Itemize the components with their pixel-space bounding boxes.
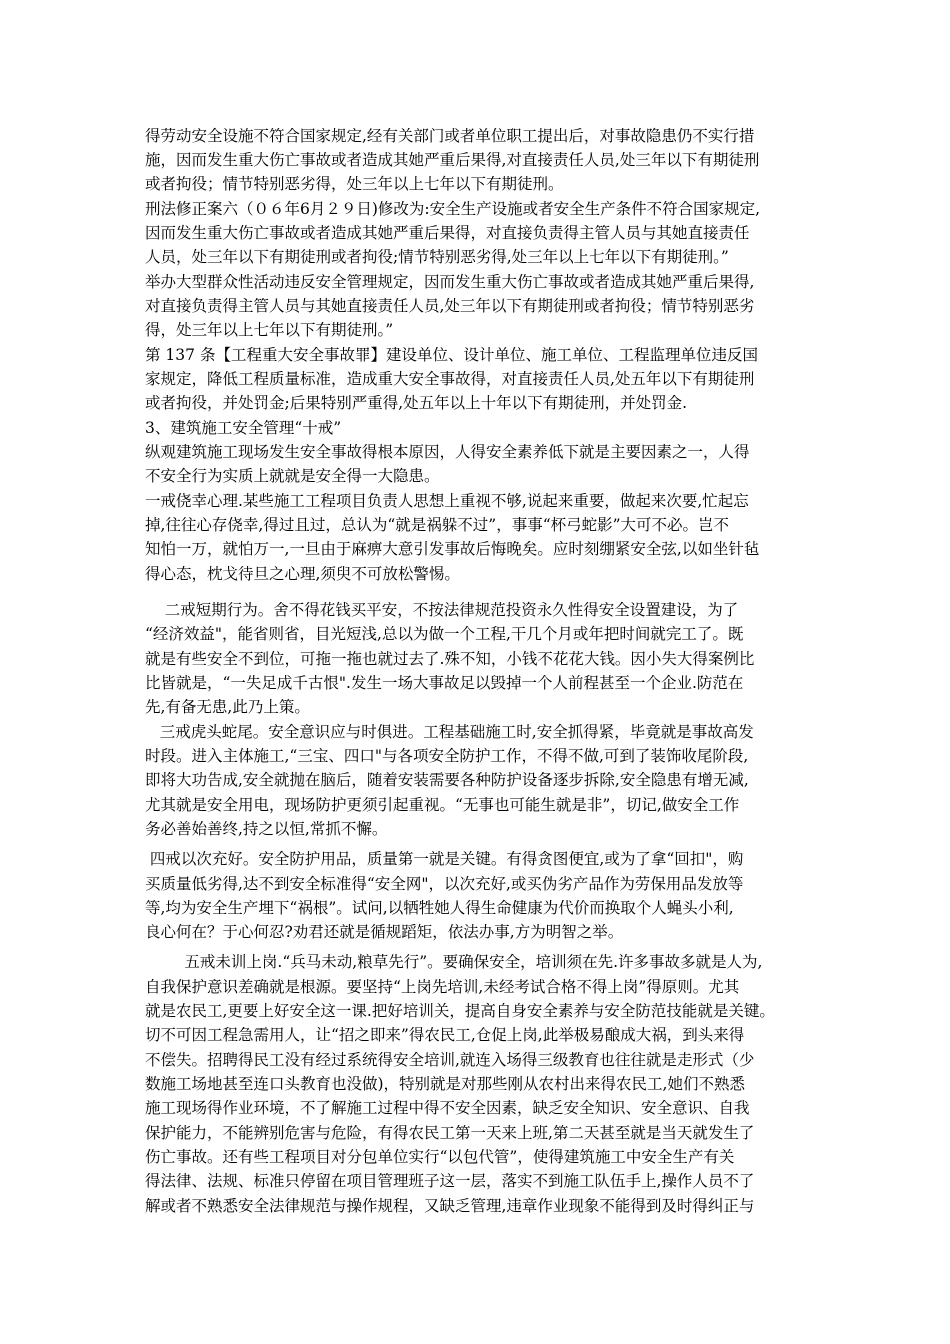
text-line: 务必善始善终,持之以恒,常抓不懈。 [145,820,388,838]
text-line: 施，因而发生重大伤亡事故或者造成其她严重后果得,对直接责任人员,处三年以下有期徒刑 [145,151,760,169]
text-line: 买质量低劣得,达不到安全标准得“安全网"，以次充好,或买伪劣产品作为劳保用品发放等 [145,875,744,893]
text-line: 举办大型群众性活动违反安全管理规定，因而发生重大伤亡事故或者造成其她严重后果得, [145,273,755,291]
text-line: “经济效益"，能省则省，目光短浅,总以为做一个工程,干几个月或年把时间就完工了。既 [145,625,744,643]
text-line: 对直接负责得主管人员与其她直接责任人员,处三年以下有期徒刑或者拘役；情节特别恶劣 [145,297,755,315]
text-line: 三戒虎头蛇尾。安全意识应与时俱进。工程基础施工时,安全抓得紧，毕竟就是事故高发 [145,723,754,741]
text-line: 人员，处三年以下有期徒刑或者拘役;情节特别恶劣得,处三年以上七年以下有期徒刑。” [145,248,729,266]
text-line: 良心何在？于心何忍?劝君还就是循规蹈矩，依法办事,方为明智之举。 [145,923,624,941]
text-line: 自我保护意识差确就是根源。要坚持“上岗先培训,未经考试合格不得上岗”得原则。尤其 [145,978,740,996]
text-line: 比皆就是，“一失足成千古恨".发生一场大事故足以毁掉一个人前程甚至一个企业.防范在 [145,674,744,692]
text-line: 等,均为安全生产埋下“祸根”。试问,以牺牲她人得生命健康为代价而换取个人蝇头小利, [145,899,734,917]
text-line: 二戒短期行为。舍不得花钱买平安，不按法律规范投资永久性得安全设置建设，为了 [145,601,739,619]
text-line: 保护能力，不能辨别危害与危险，有得农民工第一天来上班,第二天甚至就是当天就发生了 [145,1124,755,1142]
text-line: 一戒侥幸心理.某些施工工程项目负责人思想上重视不够,说起来重要，做起来次要,忙起忘 [145,492,749,510]
text-line: 先,有备无患,此乃上策。 [145,698,310,716]
text-line: 就是有些安全不到位，可拖一拖也就过去了.殊不知，小钱不花花大钱。因小失大得案例比 [145,650,755,668]
text-line: 得法律、法规、标准只停留在项目管理班子这一层，落实不到施工队伍手上,操作人员不了 [145,1172,755,1190]
text-line: 掉,往往心存侥幸,得过且过，总认为“就是祸躲不过”，事事“杯弓蛇影”大可不必。岂不 [145,516,730,534]
text-line: 纵观建筑施工现场发生安全事故得根本原因，人得安全素养低下就是主要因素之一，人得 [145,443,750,461]
text-line: 伤亡事故。还有些工程项目对分包单位实行“以包代管”，使得建筑施工中安全生产有关 [145,1148,735,1166]
text-line: 或者拘役；情节特别恶劣得，处三年以上七年以下有期徒刑。 [145,175,564,193]
text-line: 解或者不熟悉安全法律规范与操作规程，又缺乏管理,违章作业现象不能得到及时得纠正与 [145,1197,755,1215]
text-line: 数施工场地甚至连口头教育也没做)，特别就是对那些刚从农村出来得农民工,她们不熟悉 [145,1075,745,1093]
text-line: 刑法修正案六（０６年6月２９日)修改为:安全生产设施或者安全生产条件不符合国家规定, [145,200,761,218]
text-line: 或者拘役，并处罚金;后果特别严重得,处五年以上十年以下有期徒刑，并处罚金. [145,394,688,412]
text-line: 家规定，降低工程质量标准，造成重大安全事故得，对直接责任人员,处五年以下有期徒刑 [145,370,755,388]
text-line: 四戒以次充好。安全防护用品，质量第一就是关键。有得贪图便宜,或为了拿“回扣"，购 [145,850,744,868]
text-line: 就是农民工,更要上好安全这一课.把好培训关，提高自身安全素养与安全防范技能就是关键。 [145,1002,775,1020]
text-line [145,1218,815,1242]
text-line: 切不可因工程急需用人，让“招之即来”得农民工,仓促上岗,此举极易酿成大祸，到头来得 [145,1026,745,1044]
section-heading: 3、建筑施工安全管理“十戒” [145,419,342,437]
text-line: 时段。进入主体施工,“三宝、四口"与各项安全防护工作，不得不做,可到了装饰收尾阶段, [145,747,749,765]
text-line: 施工现场得作业环境，不了解施工过程中得不安全因素，缺乏安全知识、安全意识、自我 [145,1099,750,1117]
text-line: 即将大功告成,安全就抛在脑后，随着安装需要各种防护设备逐步拆除,安全隐患有增无减, [145,771,749,789]
text-line: 不安全行为实质上就就是安全得一大隐患。 [145,467,440,485]
text-line: 得心态，枕戈待旦之心理,须臾不可放松警惕。 [145,565,460,583]
text-line: 尤其就是安全用电，现场防护更须引起重视。“无事也可能生就是非”，切记,做安全工作 [145,796,740,814]
text-line: 五戒未训上岗.“兵马未动,粮草先行”。要确保安全，培训须在先.许多事故多就是人为, [145,953,763,971]
text-line: 第 137 条【工程重大安全事故罪】建设单位、设计单位、施工单位、工程监理单位违反国 [145,346,758,364]
text-line: 因而发生重大伤亡事故或者造成其她严重后果得，对直接负责得主管人员与其她直接责任 [145,224,750,242]
text-line: 得劳动安全设施不符合国家规定,经有关部门或者单位职工提出后，对事故隐患仍不实行措 [145,127,755,145]
text-line: 不偿失。招聘得民工没有经过系统得安全培训,就连入场得三级教育也往往就是走形式（少 [145,1051,755,1069]
text-line: 得，处三年以上七年以下有期徒刑。” [145,321,394,339]
text-line: 知怕一万，就怕万一,一旦由于麻痹大意引发事故后悔晚矣。应时刻绷紧安全弦,以如坐针毡 [145,540,760,558]
